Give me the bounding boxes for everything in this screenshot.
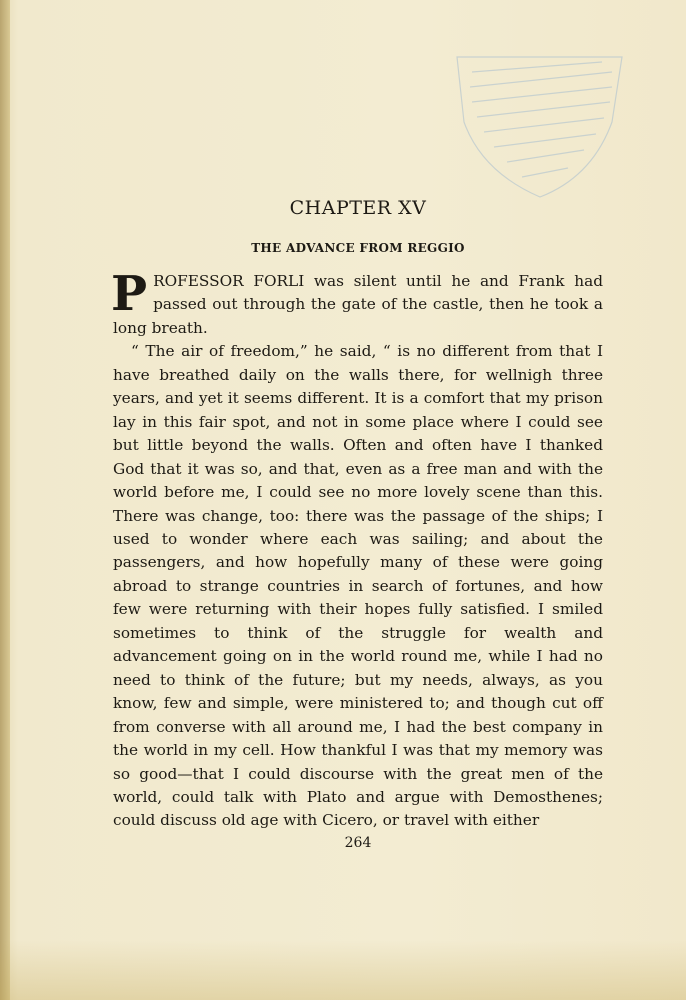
page-number: 264	[344, 834, 372, 851]
shield-watermark-icon	[452, 52, 627, 202]
chapter-heading: CHAPTER XV	[289, 197, 427, 219]
paragraph-1	[111, 266, 603, 340]
paragraph-2: “ The air of freedom,” he said, “ is no different from that I have breathed daily on the walls there, for wellnigh three years, and yet it seems different. It is a comfort that my prison lay in this fair spot, and not in some place where I could see but little beyond the walls. Often and often have I thanked God that it was so, and that, even as a free man and with the world before me, I could see no more lovely scene than this. There was change, too: there was the passage of the ships; I used to wonder where each was sailing; and about the passengers, and how hopefully many of these were going abroad to strange countries in search of fortunes, and how few were returning with their hopes fully satisfied. I smiled sometimes to think of the struggle for wealth and advancement going on in the world round me, while I had no need to think of the future; but my needs, always, as you know, few and simple, were ministered to; and though cut off from converse with all around me, I had the best company in the world in my cell. How thankful I was that my memory was so good—that I could discourse with the great men of the world, could talk with Plato and argue with Demosthenes; could discuss old age with Cicero, or travel with either	[113, 342, 603, 830]
chapter-subtitle: THE ADVANCE FROM REGGIO	[251, 241, 465, 255]
page-edge-shadow	[0, 940, 686, 1000]
body-text	[111, 266, 603, 833]
page-content	[113, 196, 603, 853]
paragraph-1-text: ROFESSOR FORLI was silent until he and Frank had passed out through the gate of the castle, then he took a long breath.	[113, 272, 603, 337]
drop-cap: P	[111, 266, 148, 322]
binding-gutter	[0, 0, 10, 1000]
